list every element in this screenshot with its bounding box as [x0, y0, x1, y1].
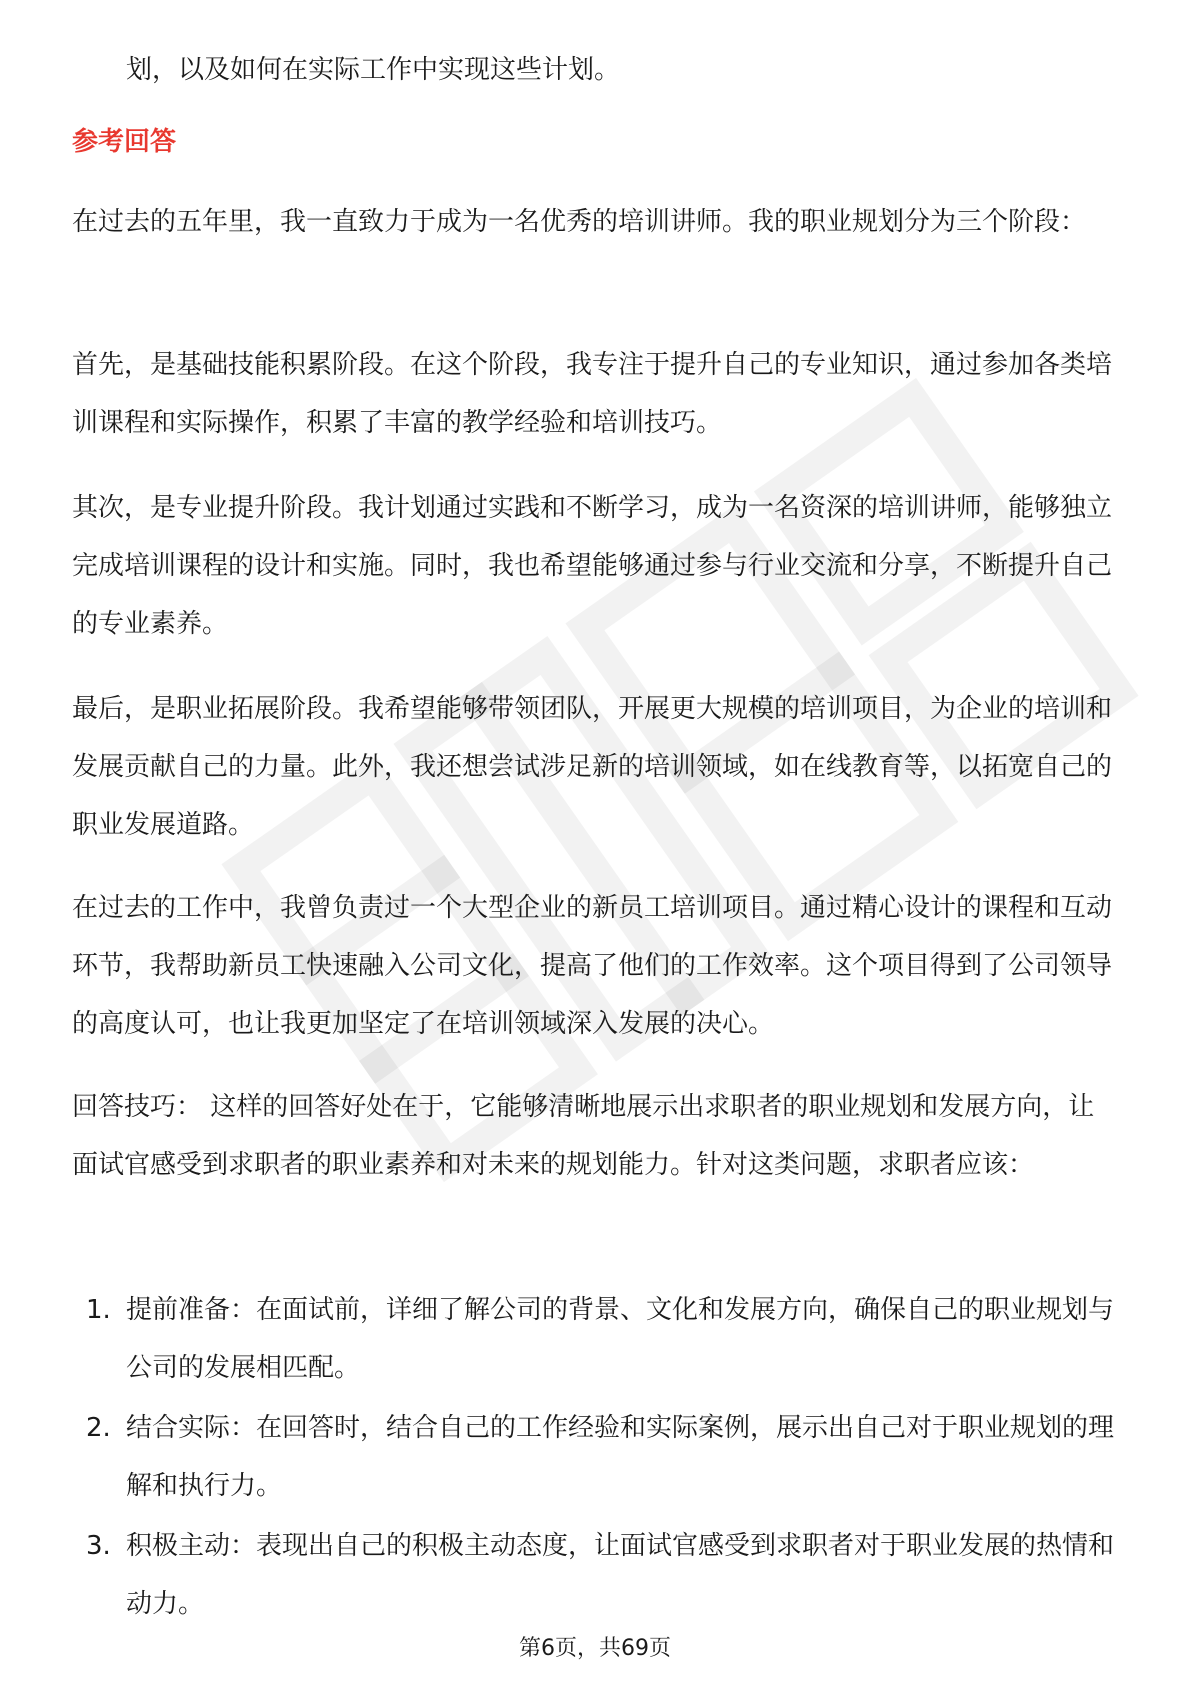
paragraph-stage-one: 首先，是基础技能积累阶段。在这个阶段，我专注于提升自己的专业知识，通过参加各类培训课程和实际操作，积累了丰富的教学经验和培训技巧。 — [72, 350, 1113, 438]
list-item-number: 3. — [86, 1531, 111, 1561]
continuation-line: 划，以及如何在实际工作中实现这些计划。 — [126, 55, 621, 85]
list-item-number: 2. — [86, 1413, 111, 1443]
list-item-text: 积极主动：表现出自己的积极主动态度，让面试官感受到求职者对于职业发展的热情和动力。 — [126, 1531, 1115, 1619]
list-item-number: 1. — [86, 1295, 111, 1325]
list-item-text: 提前准备：在面试前，详细了解公司的背景、文化和发展方向，确保自己的职业规划与公司的发展相匹配。 — [126, 1295, 1115, 1383]
paragraph-stage-three: 最后，是职业拓展阶段。我希望能够带领团队，开展更大规模的培训项目，为企业的培训和发展贡献自己的力量。此外，我还想尝试涉足新的培训领域，如在线教育等，以拓宽自己的职业发展道路。 — [72, 694, 1113, 840]
section-title: 参考回答 — [72, 127, 177, 157]
list-item — [72, 1399, 1118, 1515]
tips-list — [72, 1281, 1118, 1635]
paragraph-intro: 在过去的五年里，我一直致力于成为一名优秀的培训讲师。我的职业规划分为三个阶段： — [72, 207, 1087, 237]
list-item — [72, 1281, 1118, 1397]
page-footer: 第6页，共69页 — [519, 1636, 671, 1661]
paragraph-tips: 回答技巧： 这样的回答好处在于，它能够清晰地展示出求职者的职业规划和发展方向，让面试官感受到求职者的职业素养和对未来的规划能力。针对这类问题，求职者应该： — [72, 1092, 1095, 1180]
list-item-text: 结合实际：在回答时，结合自己的工作经验和实际案例，展示出自己对于职业规划的理解和执行力。 — [126, 1413, 1115, 1501]
paragraph-experience: 在过去的工作中，我曾负责过一个大型企业的新员工培训项目。通过精心设计的课程和互动环节，我帮助新员工快速融入公司文化，提高了他们的工作效率。这个项目得到了公司领导的高度认可，也让我更加坚定了在培训领域深入发展的决心。 — [72, 893, 1113, 1039]
list-item — [72, 1517, 1118, 1633]
paragraph-stage-two: 其次，是专业提升阶段。我计划通过实践和不断学习，成为一名资深的培训讲师，能够独立完成培训课程的设计和实施。同时，我也希望能够通过参与行业交流和分享，不断提升自己的专业素养。 — [72, 493, 1113, 639]
